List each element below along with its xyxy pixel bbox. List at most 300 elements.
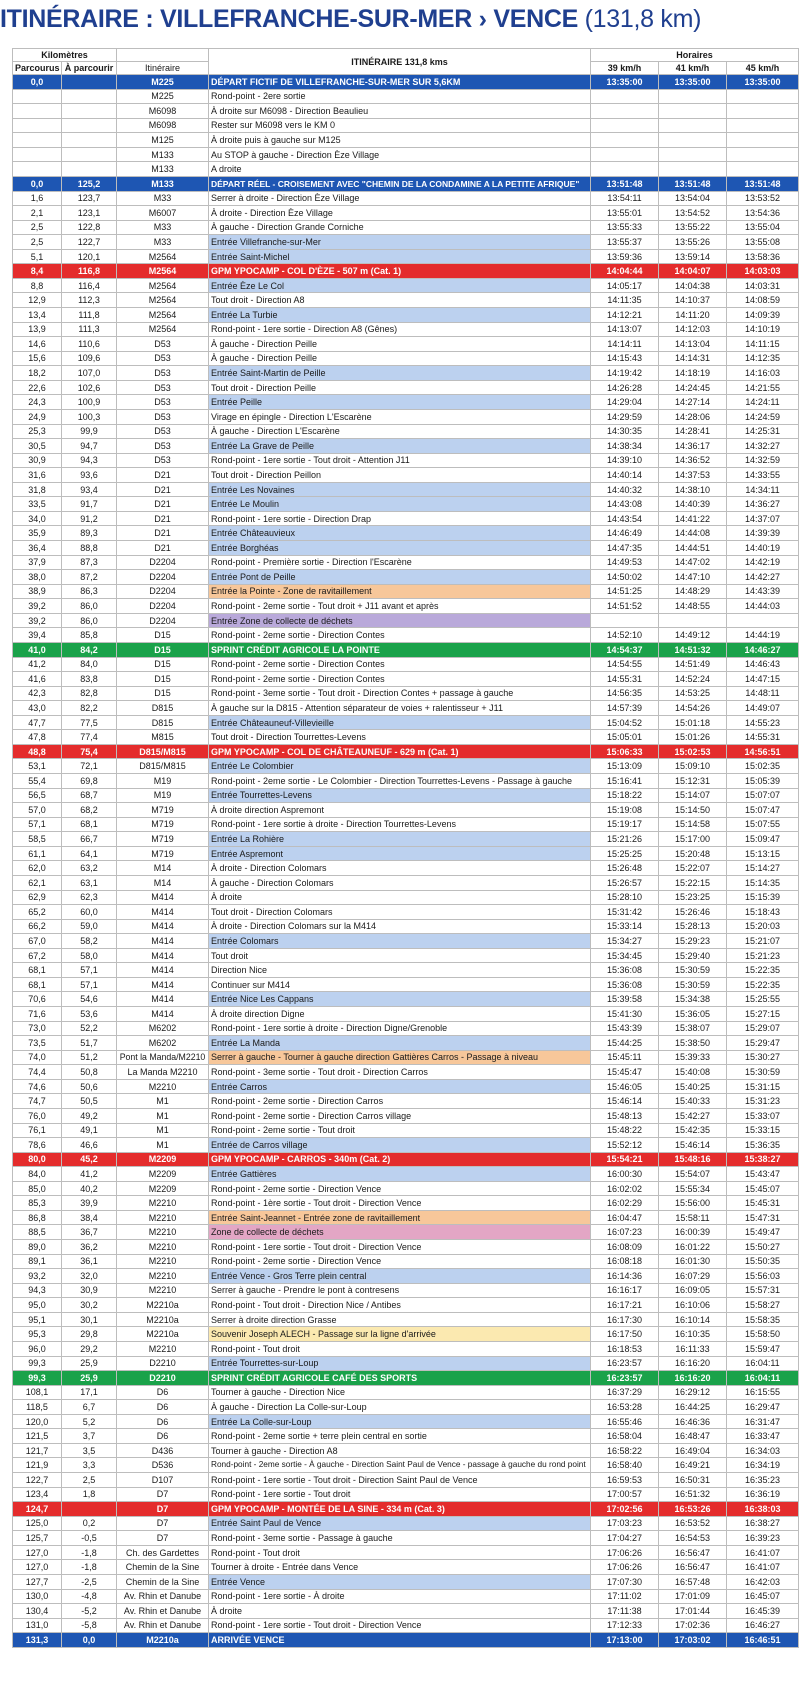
- instruction-cell: Rond-point - 3eme sortie - Passage à gauche: [209, 1531, 591, 1546]
- km-parcourus-cell: 56,5: [13, 788, 62, 803]
- time-39-cell: 15:06:33: [591, 744, 659, 759]
- time-41-cell: 14:51:49: [659, 657, 727, 672]
- time-41-cell: 13:35:00: [659, 75, 727, 90]
- table-row: [13, 308, 799, 323]
- time-39-cell: 15:26:57: [591, 875, 659, 890]
- km-parcourus-cell: 41,2: [13, 657, 62, 672]
- time-45-cell: 15:43:47: [727, 1167, 799, 1182]
- table-row: [13, 1618, 799, 1633]
- time-39-cell: 15:52:12: [591, 1138, 659, 1153]
- time-45-cell: 15:58:27: [727, 1298, 799, 1313]
- road-cell: D7: [117, 1502, 209, 1517]
- table-row: [13, 409, 799, 424]
- table-row: [13, 468, 799, 483]
- km-a-parcourir-cell: 100,9: [62, 395, 117, 410]
- table-row: [13, 1502, 799, 1517]
- time-41-cell: 16:49:04: [659, 1443, 727, 1458]
- km-parcourus-cell: 13,9: [13, 322, 62, 337]
- time-45-cell: 14:24:59: [727, 409, 799, 424]
- time-45-cell: 14:33:55: [727, 468, 799, 483]
- km-parcourus-cell: 25,3: [13, 424, 62, 439]
- instruction-cell: Entrée La Grave de Peille: [209, 439, 591, 454]
- km-parcourus-cell: 123,4: [13, 1487, 62, 1502]
- km-a-parcourir-cell: 122,7: [62, 235, 117, 250]
- km-a-parcourir-cell: [62, 133, 117, 148]
- km-parcourus-cell: 5,1: [13, 249, 62, 264]
- time-45-cell: 16:42:03: [727, 1574, 799, 1589]
- table-row: [13, 1254, 799, 1269]
- time-45-cell: 15:20:03: [727, 919, 799, 934]
- instruction-cell: Serrer à droite - Direction Èze Village: [209, 191, 591, 206]
- time-41-cell: 15:26:46: [659, 905, 727, 920]
- km-a-parcourir-cell: 110,6: [62, 337, 117, 352]
- table-row: [13, 1531, 799, 1546]
- time-41-cell: 14:14:31: [659, 351, 727, 366]
- time-45-cell: 15:38:27: [727, 1152, 799, 1167]
- time-45-cell: 13:51:48: [727, 176, 799, 191]
- instruction-cell: Au STOP à gauche - Direction Èze Village: [209, 147, 591, 162]
- table-row: [13, 992, 799, 1007]
- km-a-parcourir-cell: 41,2: [62, 1167, 117, 1182]
- time-45-cell: 14:40:19: [727, 541, 799, 556]
- km-parcourus-cell: 2,5: [13, 235, 62, 250]
- road-cell: M2210: [117, 1210, 209, 1225]
- instruction-cell: Rond-point - 1ere sortie - Tout droit - Direction Vence: [209, 1240, 591, 1255]
- km-parcourus-cell: 24,9: [13, 409, 62, 424]
- table-row: [13, 672, 799, 687]
- instruction-cell: À gauche - Direction Grande Corniche: [209, 220, 591, 235]
- instruction-cell: Rond-point - 2eme sortie - Tout droit: [209, 1123, 591, 1138]
- time-41-cell: 15:29:40: [659, 948, 727, 963]
- road-cell: D53: [117, 366, 209, 381]
- road-cell: M133: [117, 162, 209, 177]
- time-39-cell: 17:11:02: [591, 1589, 659, 1604]
- km-a-parcourir-cell: 59,0: [62, 919, 117, 934]
- table-row: [13, 788, 799, 803]
- instruction-cell: Rond-point - 2ere sortie: [209, 89, 591, 104]
- table-row: [13, 1210, 799, 1225]
- instruction-cell: Tourner à droite - Entrée dans Vence: [209, 1560, 591, 1575]
- time-41-cell: 15:39:33: [659, 1050, 727, 1065]
- road-cell: D6: [117, 1414, 209, 1429]
- table-row: [13, 774, 799, 789]
- road-cell: M719: [117, 817, 209, 832]
- road-cell: D53: [117, 453, 209, 468]
- road-cell: M2564: [117, 308, 209, 323]
- km-parcourus-cell: 71,6: [13, 1007, 62, 1022]
- km-a-parcourir-cell: 58,2: [62, 934, 117, 949]
- time-41-cell: 16:57:48: [659, 1574, 727, 1589]
- km-a-parcourir-cell: [62, 104, 117, 119]
- km-a-parcourir-cell: 84,2: [62, 642, 117, 657]
- time-45-cell: 15:30:59: [727, 1065, 799, 1080]
- km-parcourus-cell: 39,2: [13, 613, 62, 628]
- time-39-cell: 14:51:52: [591, 599, 659, 614]
- table-row: [13, 147, 799, 162]
- time-45-cell: 15:30:27: [727, 1050, 799, 1065]
- table-row: [13, 104, 799, 119]
- time-39-cell: 14:11:35: [591, 293, 659, 308]
- km-parcourus-cell: 2,5: [13, 220, 62, 235]
- km-a-parcourir-cell: 49,1: [62, 1123, 117, 1138]
- table-row: [13, 1400, 799, 1415]
- road-cell: M2564: [117, 264, 209, 279]
- table-row: [13, 526, 799, 541]
- instruction-cell: Entrée Châteauvieux: [209, 526, 591, 541]
- time-41-cell: [659, 133, 727, 148]
- road-cell: M14: [117, 875, 209, 890]
- time-45-cell: 14:42:27: [727, 570, 799, 585]
- time-41-cell: 15:30:59: [659, 963, 727, 978]
- instruction-cell: Serrer à gauche - Prendre le pont à contresens: [209, 1283, 591, 1298]
- km-a-parcourir-cell: 0,2: [62, 1516, 117, 1531]
- time-41-cell: 15:17:00: [659, 832, 727, 847]
- time-41-cell: 14:49:12: [659, 628, 727, 643]
- road-cell: M6007: [117, 206, 209, 221]
- table-row: [13, 380, 799, 395]
- road-cell: D21: [117, 541, 209, 556]
- time-41-cell: 14:28:41: [659, 424, 727, 439]
- table-row: [13, 1123, 799, 1138]
- time-41-cell: 16:53:52: [659, 1516, 727, 1531]
- time-39-cell: 15:16:41: [591, 774, 659, 789]
- time-45-cell: 16:45:39: [727, 1604, 799, 1619]
- km-a-parcourir-cell: 3,5: [62, 1443, 117, 1458]
- km-parcourus-cell: 125,7: [13, 1531, 62, 1546]
- road-cell: M414: [117, 963, 209, 978]
- km-parcourus-cell: 41,6: [13, 672, 62, 687]
- km-a-parcourir-cell: 0,0: [62, 1633, 117, 1648]
- km-parcourus-cell: 74,4: [13, 1065, 62, 1080]
- time-39-cell: 16:17:21: [591, 1298, 659, 1313]
- time-41-cell: 15:30:59: [659, 977, 727, 992]
- time-41-cell: 15:42:35: [659, 1123, 727, 1138]
- instruction-cell: À gauche - Direction Peille: [209, 351, 591, 366]
- time-39-cell: 15:54:21: [591, 1152, 659, 1167]
- road-cell: D2210: [117, 1371, 209, 1386]
- instruction-cell: Rond-point - Tout droit: [209, 1545, 591, 1560]
- road-cell: D6: [117, 1429, 209, 1444]
- km-parcourus-cell: 1,6: [13, 191, 62, 206]
- time-45-cell: 15:56:03: [727, 1269, 799, 1284]
- table-row: [13, 1414, 799, 1429]
- time-41-cell: 16:56:47: [659, 1560, 727, 1575]
- instruction-cell: A droite: [209, 162, 591, 177]
- time-45-cell: [727, 133, 799, 148]
- km-a-parcourir-cell: 88,8: [62, 541, 117, 556]
- time-41-cell: 14:40:39: [659, 497, 727, 512]
- time-45-cell: 14:24:11: [727, 395, 799, 410]
- time-45-cell: 15:14:27: [727, 861, 799, 876]
- road-cell: Ch. des Gardettes: [117, 1545, 209, 1560]
- time-39-cell: 14:13:07: [591, 322, 659, 337]
- table-row: [13, 1589, 799, 1604]
- km-a-parcourir-cell: 82,8: [62, 686, 117, 701]
- time-39-cell: 13:55:01: [591, 206, 659, 221]
- km-a-parcourir-cell: 29,2: [62, 1341, 117, 1356]
- road-cell: M19: [117, 774, 209, 789]
- time-41-cell: 15:14:58: [659, 817, 727, 832]
- table-row: [13, 701, 799, 716]
- instruction-cell: Rond-point - Tout droit: [209, 1341, 591, 1356]
- road-cell: M225: [117, 89, 209, 104]
- km-a-parcourir-cell: 36,7: [62, 1225, 117, 1240]
- instruction-cell: Serrer à droite direction Grasse: [209, 1312, 591, 1327]
- table-row: [13, 1050, 799, 1065]
- time-39-cell: 14:05:17: [591, 278, 659, 293]
- instruction-cell: Rond-point - 2eme sortie - À gauche - Direction Saint Paul de Vence - passage à gauche du rond point: [209, 1458, 591, 1473]
- table-row: [13, 1138, 799, 1153]
- km-a-parcourir-cell: 94,7: [62, 439, 117, 454]
- time-39-cell: 15:36:08: [591, 977, 659, 992]
- instruction-cell: Tout droit - Direction Tourrettes-Levens: [209, 730, 591, 745]
- time-45-cell: 14:46:27: [727, 642, 799, 657]
- time-45-cell: [727, 147, 799, 162]
- km-parcourus-cell: 89,1: [13, 1254, 62, 1269]
- km-parcourus-cell: 57,0: [13, 803, 62, 818]
- table-row: [13, 482, 799, 497]
- road-cell: D53: [117, 439, 209, 454]
- time-45-cell: [727, 162, 799, 177]
- road-cell: D21: [117, 526, 209, 541]
- table-row: [13, 861, 799, 876]
- time-45-cell: 14:32:27: [727, 439, 799, 454]
- km-parcourus-cell: 70,6: [13, 992, 62, 1007]
- table-row: [13, 730, 799, 745]
- road-cell: M14: [117, 861, 209, 876]
- header-speed-2: 41 km/h: [659, 62, 727, 75]
- road-cell: Av. Rhin et Danube: [117, 1618, 209, 1633]
- time-41-cell: 14:10:37: [659, 293, 727, 308]
- instruction-cell: À gauche - Direction Colomars: [209, 875, 591, 890]
- road-cell: M1: [117, 1138, 209, 1153]
- time-45-cell: 14:21:55: [727, 380, 799, 395]
- km-a-parcourir-cell: 123,1: [62, 206, 117, 221]
- road-cell: M2209: [117, 1167, 209, 1182]
- table-row: [13, 1021, 799, 1036]
- instruction-cell: Tout droit - Direction Peillon: [209, 468, 591, 483]
- instruction-cell: Entrée Vence - Gros Terre plein central: [209, 1269, 591, 1284]
- time-39-cell: 16:58:22: [591, 1443, 659, 1458]
- time-45-cell: 15:50:35: [727, 1254, 799, 1269]
- time-41-cell: 16:16:20: [659, 1371, 727, 1386]
- time-45-cell: 16:46:27: [727, 1618, 799, 1633]
- time-39-cell: 15:05:01: [591, 730, 659, 745]
- km-parcourus-cell: 84,0: [13, 1167, 62, 1182]
- road-cell: M125: [117, 133, 209, 148]
- instruction-cell: Tout droit - Direction Peille: [209, 380, 591, 395]
- time-39-cell: 15:34:45: [591, 948, 659, 963]
- instruction-cell: Entrée Villefranche-sur-Mer: [209, 235, 591, 250]
- km-a-parcourir-cell: 6,7: [62, 1400, 117, 1415]
- time-39-cell: [591, 147, 659, 162]
- km-parcourus-cell: 121,7: [13, 1443, 62, 1458]
- instruction-cell: ARRIVÉE VENCE: [209, 1633, 591, 1648]
- time-39-cell: 15:43:39: [591, 1021, 659, 1036]
- time-41-cell: 14:37:53: [659, 468, 727, 483]
- instruction-cell: Rond-point - 3eme sortie - Tout droit - Direction Carros: [209, 1065, 591, 1080]
- time-39-cell: 14:46:49: [591, 526, 659, 541]
- time-39-cell: 14:14:11: [591, 337, 659, 352]
- table-row: [13, 1079, 799, 1094]
- km-parcourus-cell: 62,1: [13, 875, 62, 890]
- road-cell: Av. Rhin et Danube: [117, 1604, 209, 1619]
- road-cell: M133: [117, 147, 209, 162]
- km-a-parcourir-cell: 58,0: [62, 948, 117, 963]
- table-row: [13, 366, 799, 381]
- instruction-cell: Rond-point - 1ere sortie - À droite: [209, 1589, 591, 1604]
- km-a-parcourir-cell: 5,2: [62, 1414, 117, 1429]
- instruction-cell: Entrée Le Colombier: [209, 759, 591, 774]
- time-39-cell: 15:19:08: [591, 803, 659, 818]
- time-41-cell: 15:22:15: [659, 875, 727, 890]
- time-45-cell: 14:25:31: [727, 424, 799, 439]
- km-parcourus-cell: 30,5: [13, 439, 62, 454]
- road-cell: D53: [117, 351, 209, 366]
- road-cell: M414: [117, 934, 209, 949]
- instruction-cell: SPRINT CRÉDIT AGRICOLE CAFÉ DES SPORTS: [209, 1371, 591, 1386]
- road-cell: M2210a: [117, 1312, 209, 1327]
- instruction-cell: À droite sur M6098 - Direction Beaulieu: [209, 104, 591, 119]
- table-row: [13, 1269, 799, 1284]
- table-row: [13, 1356, 799, 1371]
- table-row: [13, 1560, 799, 1575]
- time-39-cell: 15:45:47: [591, 1065, 659, 1080]
- time-39-cell: 16:00:30: [591, 1167, 659, 1182]
- road-cell: D53: [117, 409, 209, 424]
- instruction-cell: Rond-point - 2eme sortie - Direction Carros village: [209, 1108, 591, 1123]
- time-45-cell: 14:12:35: [727, 351, 799, 366]
- time-45-cell: 13:54:36: [727, 206, 799, 221]
- instruction-cell: Entrée Saint-Michel: [209, 249, 591, 264]
- header-itineraire-col: [117, 49, 209, 62]
- instruction-cell: Tout droit - Direction Colomars: [209, 905, 591, 920]
- time-41-cell: 16:10:06: [659, 1298, 727, 1313]
- km-parcourus-cell: 57,1: [13, 817, 62, 832]
- time-45-cell: 14:08:59: [727, 293, 799, 308]
- time-41-cell: 13:55:26: [659, 235, 727, 250]
- km-a-parcourir-cell: 1,8: [62, 1487, 117, 1502]
- time-39-cell: 15:13:09: [591, 759, 659, 774]
- table-row: [13, 1341, 799, 1356]
- table-row: [13, 497, 799, 512]
- time-39-cell: 14:55:31: [591, 672, 659, 687]
- time-45-cell: 14:46:43: [727, 657, 799, 672]
- instruction-cell: Rester sur M6098 vers le KM 0: [209, 118, 591, 133]
- instruction-cell: Souvenir Joseph ALECH - Passage sur la ligne d'arrivée: [209, 1327, 591, 1342]
- time-45-cell: 15:31:23: [727, 1094, 799, 1109]
- time-41-cell: 16:11:33: [659, 1341, 727, 1356]
- km-a-parcourir-cell: 40,2: [62, 1181, 117, 1196]
- road-cell: D15: [117, 686, 209, 701]
- instruction-cell: À droite direction Aspremont: [209, 803, 591, 818]
- time-39-cell: 16:18:53: [591, 1341, 659, 1356]
- instruction-cell: Rond-point - 2eme sortie - Direction Contes: [209, 628, 591, 643]
- road-cell: M2564: [117, 278, 209, 293]
- km-a-parcourir-cell: 87,3: [62, 555, 117, 570]
- table-row: [13, 1458, 799, 1473]
- km-a-parcourir-cell: 68,1: [62, 817, 117, 832]
- table-row: [13, 948, 799, 963]
- table-row: [13, 1312, 799, 1327]
- km-a-parcourir-cell: 38,4: [62, 1210, 117, 1225]
- time-41-cell: 15:28:13: [659, 919, 727, 934]
- time-41-cell: 16:46:36: [659, 1414, 727, 1429]
- time-39-cell: 16:17:50: [591, 1327, 659, 1342]
- time-41-cell: 14:54:26: [659, 701, 727, 716]
- header-horaires: Horaires: [591, 49, 799, 62]
- road-cell: D15: [117, 657, 209, 672]
- road-cell: M414: [117, 905, 209, 920]
- table-row: [13, 1007, 799, 1022]
- time-39-cell: [591, 104, 659, 119]
- instruction-cell: Entrée Châteauneuf-Villevieille: [209, 715, 591, 730]
- road-cell: M719: [117, 803, 209, 818]
- km-parcourus-cell: 8,8: [13, 278, 62, 293]
- km-parcourus-cell: 14,6: [13, 337, 62, 352]
- instruction-cell: GPM YPOCAMP - CARROS - 340m (Cat. 2): [209, 1152, 591, 1167]
- table-row: [13, 337, 799, 352]
- km-parcourus-cell: 88,5: [13, 1225, 62, 1240]
- instruction-cell: Entrée Tourrettes-sur-Loup: [209, 1356, 591, 1371]
- time-39-cell: 14:29:59: [591, 409, 659, 424]
- time-41-cell: [659, 104, 727, 119]
- km-parcourus-cell: 121,5: [13, 1429, 62, 1444]
- km-parcourus-cell: 37,9: [13, 555, 62, 570]
- table-row: [13, 686, 799, 701]
- time-45-cell: 13:55:08: [727, 235, 799, 250]
- table-row: [13, 1516, 799, 1531]
- road-cell: M1: [117, 1094, 209, 1109]
- instruction-cell: Entrée La Manda: [209, 1036, 591, 1051]
- km-a-parcourir-cell: 77,4: [62, 730, 117, 745]
- km-a-parcourir-cell: -5,8: [62, 1618, 117, 1633]
- time-45-cell: 15:22:35: [727, 963, 799, 978]
- time-41-cell: 15:56:00: [659, 1196, 727, 1211]
- time-45-cell: 16:34:19: [727, 1458, 799, 1473]
- km-parcourus-cell: 99,3: [13, 1371, 62, 1386]
- instruction-cell: Entrée Pont de Peille: [209, 570, 591, 585]
- header-speed-1: 39 km/h: [591, 62, 659, 75]
- time-39-cell: 15:46:05: [591, 1079, 659, 1094]
- road-cell: D815/M815: [117, 759, 209, 774]
- title-distance: (131,8 km): [584, 5, 702, 33]
- km-a-parcourir-cell: 83,8: [62, 672, 117, 687]
- time-45-cell: 14:49:07: [727, 701, 799, 716]
- time-39-cell: [591, 162, 659, 177]
- table-row: [13, 1036, 799, 1051]
- time-41-cell: 14:44:51: [659, 541, 727, 556]
- time-41-cell: 15:23:25: [659, 890, 727, 905]
- time-41-cell: [659, 118, 727, 133]
- time-45-cell: 15:45:31: [727, 1196, 799, 1211]
- time-41-cell: 15:29:23: [659, 934, 727, 949]
- instruction-cell: Entrée la Pointe - Zone de ravitaillement: [209, 584, 591, 599]
- km-a-parcourir-cell: 82,2: [62, 701, 117, 716]
- time-45-cell: 15:21:07: [727, 934, 799, 949]
- time-39-cell: 16:07:23: [591, 1225, 659, 1240]
- km-parcourus-cell: 76,0: [13, 1108, 62, 1123]
- time-45-cell: 15:57:31: [727, 1283, 799, 1298]
- instruction-cell: Entrée La Colle-sur-Loup: [209, 1414, 591, 1429]
- km-a-parcourir-cell: 51,7: [62, 1036, 117, 1051]
- road-cell: M2564: [117, 322, 209, 337]
- time-41-cell: 13:54:52: [659, 206, 727, 221]
- km-parcourus-cell: 68,1: [13, 963, 62, 978]
- km-a-parcourir-cell: 107,0: [62, 366, 117, 381]
- km-a-parcourir-cell: 62,3: [62, 890, 117, 905]
- time-41-cell: 16:50:31: [659, 1473, 727, 1488]
